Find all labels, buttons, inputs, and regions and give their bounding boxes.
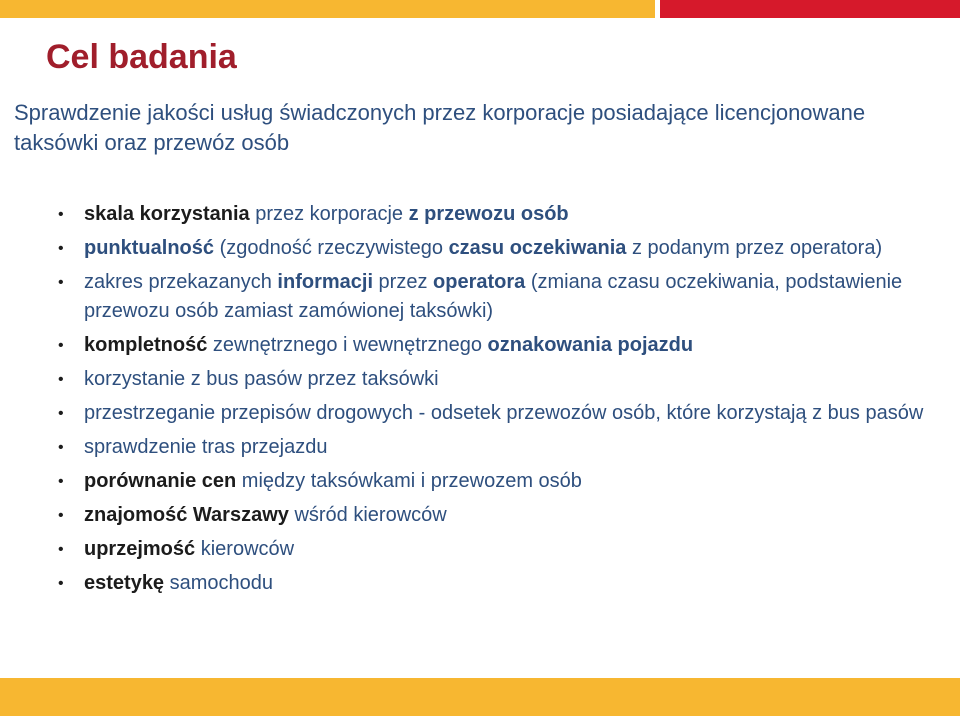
bullet-icon: •	[58, 240, 64, 257]
bullet-icon: •	[58, 575, 64, 592]
list-item	[58, 200, 948, 229]
bullet-text: między taksówkami i przewozem osób	[236, 470, 582, 492]
bullet-text: przez korporacje	[249, 203, 409, 225]
top-accent-bar-yellow	[0, 0, 655, 18]
list-item	[58, 433, 948, 462]
list-item	[58, 268, 948, 326]
bullet-icon: •	[58, 405, 64, 422]
list-item	[58, 365, 948, 394]
list-item	[58, 331, 948, 360]
bullet-text: z podanym przez operatora)	[626, 237, 883, 259]
bullet-text: przestrzeganie przepisów drogowych - odsetek przewozów osób, które korzystają z bus pasów	[84, 402, 924, 424]
bullet-text-bold: skala korzystania	[84, 203, 250, 225]
bullet-text-bold: czasu oczekiwania	[448, 237, 627, 259]
bullet-text-bold: z przewozu osób	[408, 203, 569, 225]
bullet-text: zakres przekazanych	[84, 271, 278, 293]
bullet-icon: •	[58, 439, 64, 456]
list-item	[58, 501, 948, 530]
bullet-text-bold: znajomość Warszawy	[84, 504, 289, 526]
list-item	[58, 234, 948, 263]
bullet-text: kierowców	[195, 538, 295, 560]
bullet-text: zewnętrznego i wewnętrznego	[207, 334, 488, 356]
bullet-text: wśród kierowców	[288, 504, 447, 526]
list-item	[58, 535, 948, 564]
bullet-icon: •	[58, 274, 64, 291]
bullet-text-bold: informacji	[277, 271, 373, 293]
bullet-text-bold: uprzejmość	[84, 538, 196, 560]
bullet-text: samochodu	[164, 572, 274, 594]
bullet-text-bold: oznakowania pojazdu	[487, 334, 694, 356]
bullet-icon: •	[58, 473, 64, 490]
bullet-text: korzystanie z bus pasów przez taksówki	[84, 368, 439, 390]
bullet-text: przez	[373, 271, 434, 293]
bullet-text: (zgodność rzeczywistego	[214, 237, 449, 259]
bullet-text-bold: operatora	[433, 271, 526, 293]
bullet-icon: •	[58, 206, 64, 223]
bullet-text-bold: punktualność	[84, 237, 215, 259]
list-item	[58, 467, 948, 496]
bullet-icon: •	[58, 541, 64, 558]
bullet-text-bold: kompletność	[84, 334, 208, 356]
bullet-icon: •	[58, 507, 64, 524]
slide-subtitle: Sprawdzenie jakości usług świadczonych przez korporacje posiadające licencjonowane taksówki oraz przewóz osób	[14, 100, 866, 155]
bottom-accent-bar	[0, 678, 960, 716]
bullet-icon: •	[58, 371, 64, 388]
slide-title: Cel badania	[46, 38, 237, 76]
bullet-text: (zmiana czasu oczekiwania, podstawienie przewozu osób zamiast zamówionej taksówki)	[84, 271, 903, 322]
bullet-text-bold: porównanie cen	[84, 470, 237, 492]
list-item	[58, 569, 948, 598]
list-item	[58, 399, 948, 428]
bullet-text: sprawdzenie tras przejazdu	[84, 436, 328, 458]
bullet-text-bold: estetykę	[84, 572, 165, 594]
bullet-list	[58, 200, 948, 603]
top-accent-bar-red	[660, 0, 960, 18]
bullet-icon: •	[58, 337, 64, 354]
